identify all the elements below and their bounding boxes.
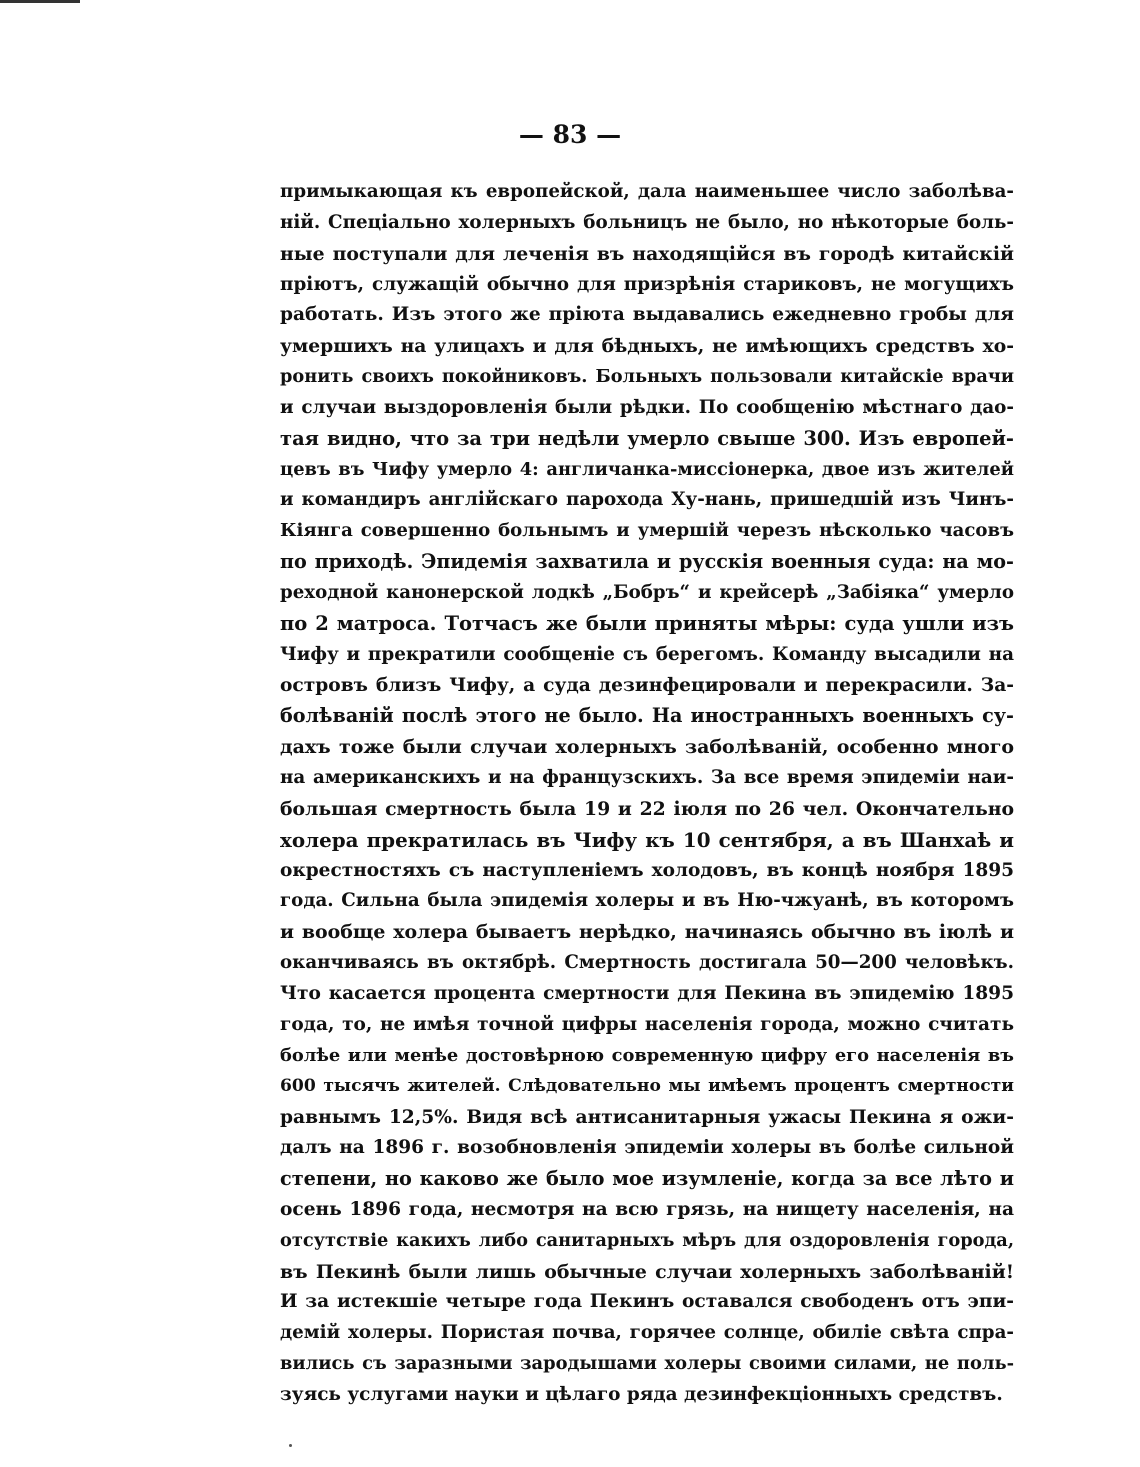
- text-line: примыкающая къ европейской, дала наименьшее число заболѣва-: [280, 181, 1014, 202]
- text-line: демій холеры. Пористая почва, горячее солнце, обиліе свѣта спра-: [280, 1322, 1014, 1344]
- text-line: умершихъ на улицахъ и для бѣдныхъ, не имѣющихъ средствъ хо-: [280, 335, 1014, 358]
- text-line: окрестностяхъ съ наступленіемъ холодовъ, въ концѣ ноября 1895: [280, 859, 1014, 881]
- scan-edge-mark: [0, 0, 80, 3]
- text-line: и командиръ англійскаго парохода Ху-нань, пришедшій изъ Чинъ-: [280, 489, 1014, 511]
- text-line: холера прекратилась въ Чифу къ 10 сентября, а въ Шанхаѣ и: [280, 827, 1014, 852]
- text-line: Что касается процента смертности для Пекина въ эпидемію 1895: [280, 982, 1014, 1004]
- text-line: тая видно, что за три недѣли умерло свыше 300. Изъ европей-: [280, 426, 1014, 450]
- page-number: — 83 —: [518, 120, 622, 149]
- text-line: отсутствіе какихъ либо санитарныхъ мѣръ для оздоровленія города,: [280, 1229, 1014, 1251]
- text-line: года, то, не имѣя точной цифры населенія города, можно считать: [280, 1013, 1014, 1035]
- text-line: дахъ тоже были случаи холерныхъ заболѣваній, особенно много: [280, 736, 1014, 759]
- text-line: степени, но каково же было мое изумленіе, когда за все лѣто и: [280, 1167, 1014, 1190]
- text-line: осень 1896 года, несмотря на всю грязь, на нищету населенія, на: [280, 1198, 1014, 1220]
- text-line: реходной канонерской лодкѣ „Бобръ“ и крейсерѣ „Забіяка“ умерло: [280, 581, 1014, 603]
- text-line: равнымъ 12,5%. Видя всѣ антисанитарныя ужасы Пекина я ожи-: [280, 1106, 1014, 1129]
- text-line: года. Сильна была эпидемія холеры и въ Ню-чжуанѣ, въ которомъ: [280, 890, 1014, 912]
- text-line: и случаи выздоровленія были рѣдки. По сообщенію мѣстнаго дао-: [280, 396, 1014, 418]
- text-line: пріютъ, служащій обычно для призрѣнія стариковъ, не могущихъ: [280, 273, 1014, 295]
- text-line: болѣваній послѣ этого не было. На иностранныхъ военныхъ су-: [280, 704, 1014, 728]
- text-line: на американскихъ и на французскихъ. За все время эпидеміи наи-: [280, 767, 1014, 789]
- text-line: 600 тысячъ жителей. Слѣдовательно мы имѣемъ процентъ смертности: [280, 1076, 1014, 1097]
- text-line: болѣе или менѣе достовѣрною современную цифру его населенія въ: [280, 1044, 1014, 1066]
- text-line: большая смертность была 19 и 22 іюля по 26 чел. Окончательно: [280, 797, 1014, 820]
- text-line: далъ на 1896 г. возобновленія эпидеміи холеры въ болѣе сильной: [280, 1137, 1014, 1159]
- text-line: ные поступали для леченія въ находящійся въ городѣ китайскій: [280, 242, 1014, 265]
- text-line: зуясь услугами науки и цѣлаго ряда дезинфекціонныхъ средствъ.: [280, 1383, 1003, 1405]
- text-line: ній. Спеціально холерныхъ больницъ не было, но нѣкоторые боль-: [280, 211, 1014, 233]
- text-line: ронить своихъ покойниковъ. Больныхъ пользовали китайскіе врачи: [280, 366, 1014, 388]
- text-line: цевъ въ Чифу умерло 4: англичанка-миссіонерка, двое изъ жителей: [280, 458, 1014, 480]
- text-line: и вообще холера бываетъ нерѣдко, начинаясь обычно въ іюлѣ и: [280, 921, 1014, 944]
- text-line: работать. Изъ этого же пріюта выдавались ежедневно гробы для: [280, 304, 1014, 326]
- body-text: [280, 177, 1014, 1411]
- scan-speck: [289, 1444, 292, 1447]
- text-line: Кіянга совершенно больнымъ и умершій черезъ нѣсколько часовъ: [280, 520, 1014, 542]
- text-line: по 2 матроса. Тотчасъ же были приняты мѣры: суда ушли изъ: [280, 611, 1014, 635]
- text-line: по приходѣ. Эпидемія захватила и русскія военныя суда: на мо-: [280, 550, 1014, 574]
- text-line: Чифу и прекратили сообщеніе съ берегомъ. Команду высадили на: [280, 643, 1014, 665]
- text-line: И за истекшіе четыре года Пекинъ оставался свободенъ отъ эпи-: [280, 1291, 1014, 1313]
- text-line: островъ близъ Чифу, а суда дезинфецировали и перекрасили. За-: [280, 674, 1014, 696]
- text-line: оканчиваясь въ октябрѣ. Смертность достигала 50—200 человѣкъ.: [280, 952, 1014, 974]
- text-line: вились съ заразными зародышами холеры своими силами, не поль-: [280, 1353, 1014, 1375]
- text-line: въ Пекинѣ были лишь обычные случаи холерныхъ заболѣваній!: [280, 1260, 1014, 1283]
